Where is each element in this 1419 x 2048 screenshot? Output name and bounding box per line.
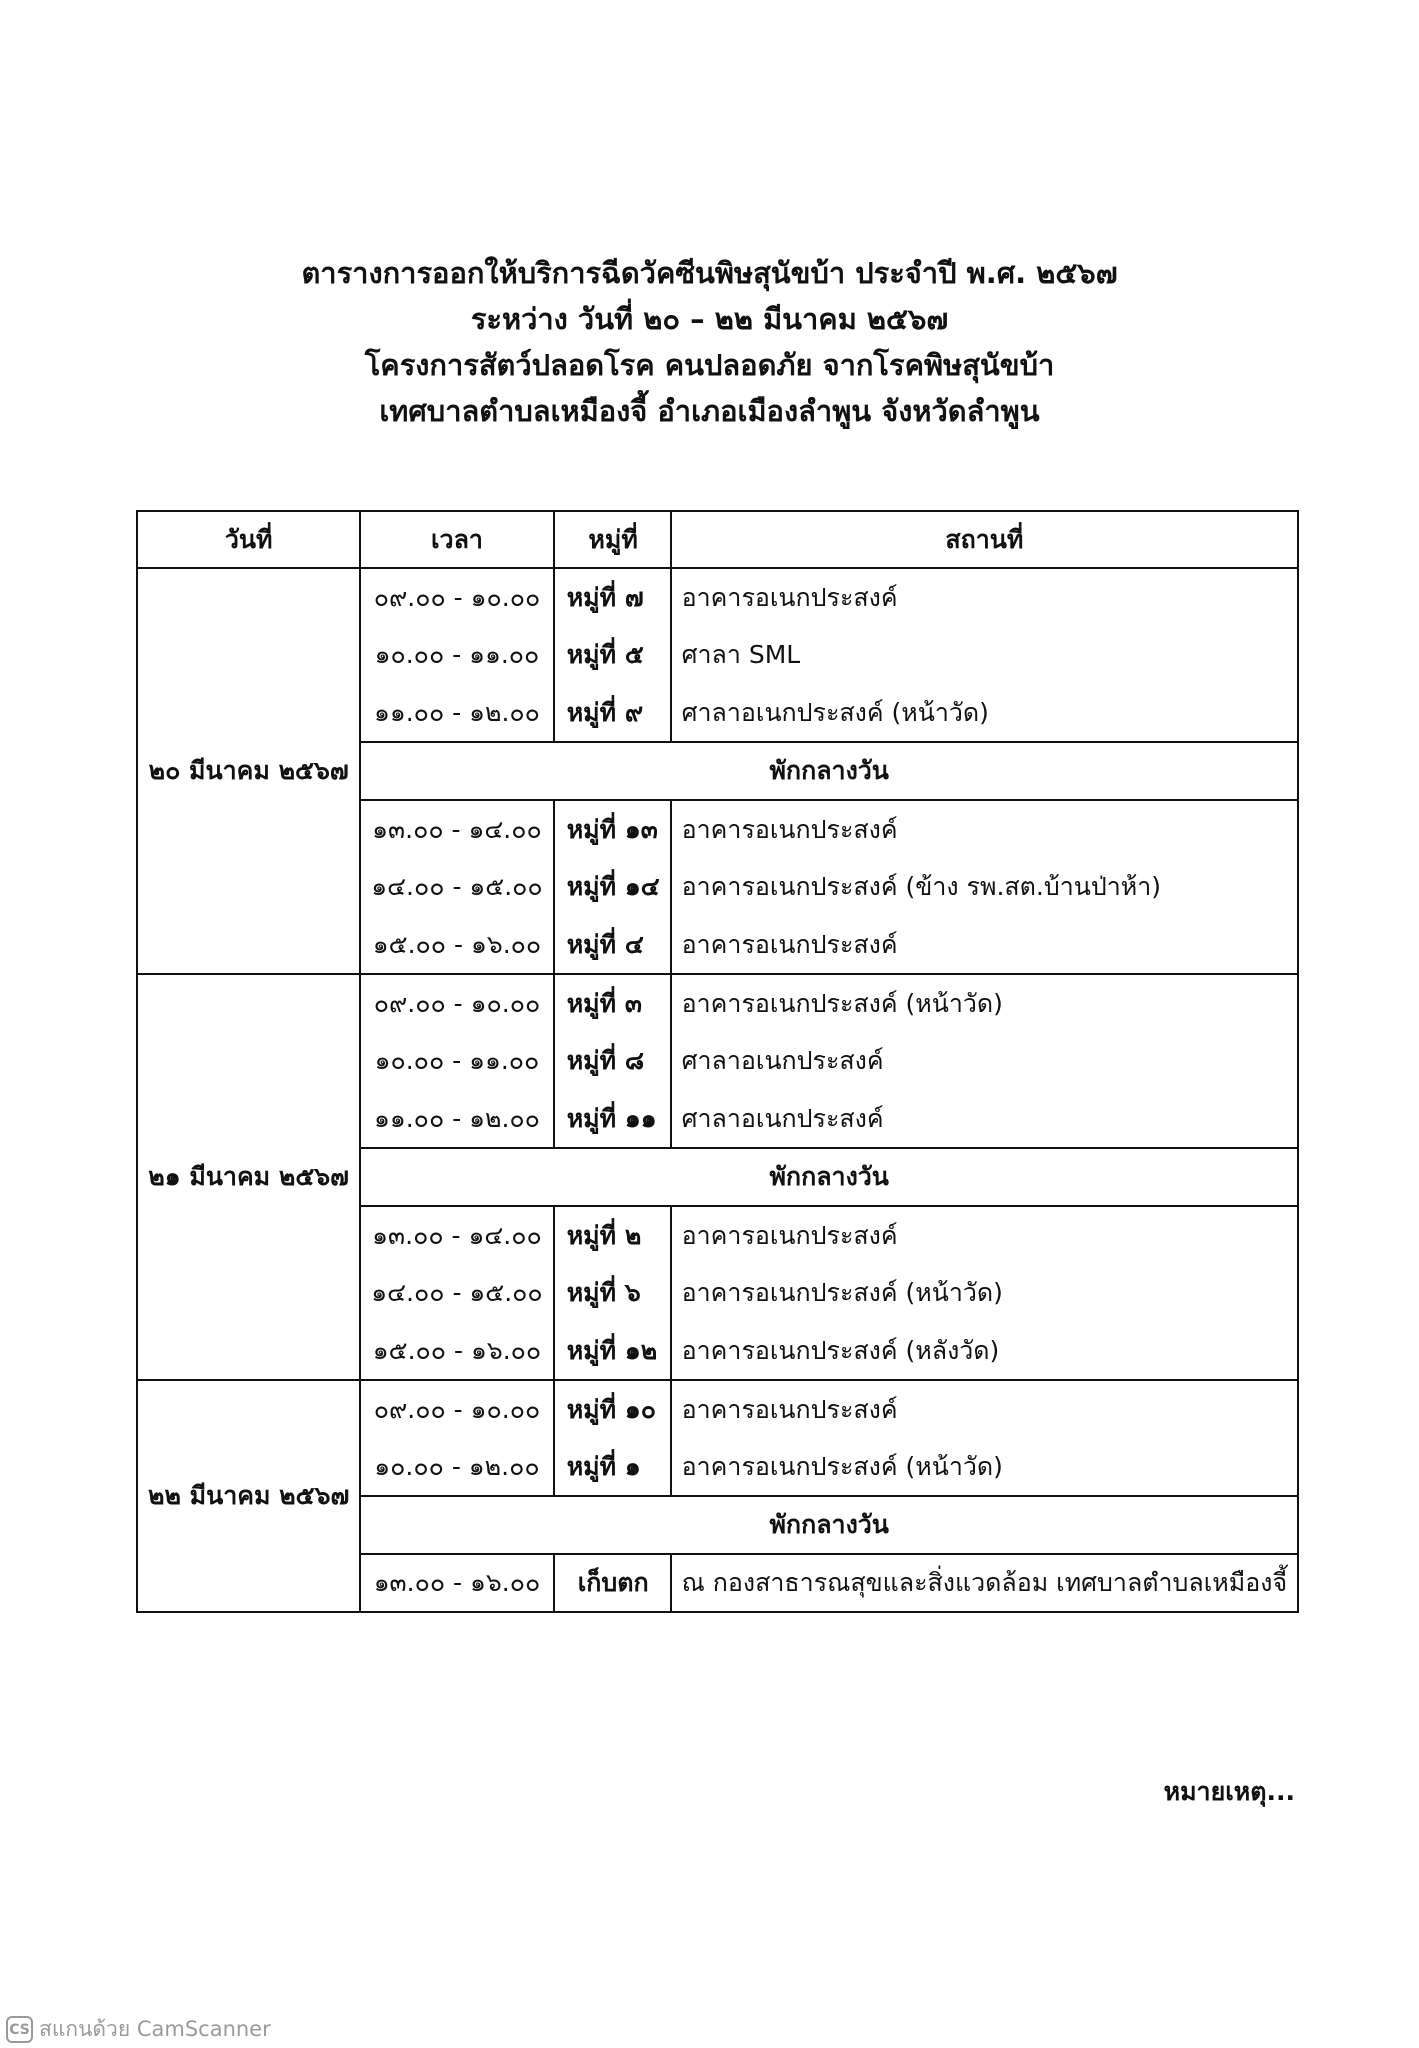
schedule-table — [136, 510, 1299, 1613]
remark-note: หมายเหตุ... — [1163, 1777, 1295, 1806]
place-cell: อาคารอเนกประสงค์ (ข้าง รพ.สต.บ้านป่าห้า) — [671, 858, 1299, 916]
village-cell: เก็บตก — [554, 1554, 671, 1612]
scanner-watermark — [6, 2013, 271, 2046]
village-cell: หมู่ที่ ๓ — [554, 974, 671, 1032]
village-cell: หมู่ที่ ๗ — [554, 568, 671, 626]
place-cell: ศาลา SML — [671, 626, 1299, 684]
lunch-break-label: พักกลางวัน — [360, 1148, 1298, 1206]
place-cell: อาคารอเนกประสงค์ — [671, 1206, 1299, 1264]
village-cell: หมู่ที่ ๕ — [554, 626, 671, 684]
time-cell: ๑๕.๐๐ - ๑๖.๐๐ — [360, 1322, 553, 1380]
place-cell: อาคารอเนกประสงค์ (หลังวัด) — [671, 1322, 1299, 1380]
time-cell: ๑๑.๐๐ - ๑๒.๐๐ — [360, 1090, 553, 1148]
header-village: หมู่ที่ — [554, 511, 671, 568]
title-line-1: ตารางการออกให้บริการฉีดวัคซีนพิษสุนัขบ้า ประจำปี พ.ศ. ๒๕๖๗ — [301, 256, 1118, 290]
time-cell: ๑๐.๐๐ - ๑๑.๐๐ — [360, 1032, 553, 1090]
place-cell: ศาลาอเนกประสงค์ — [671, 1032, 1299, 1090]
place-cell: อาคารอเนกประสงค์ (หน้าวัด) — [671, 1264, 1299, 1322]
date-cell-day2: ๒๑ มีนาคม ๒๕๖๗ — [137, 974, 360, 1380]
village-cell: หมู่ที่ ๖ — [554, 1264, 671, 1322]
table-row — [137, 568, 1298, 626]
place-cell: ศาลาอเนกประสงค์ — [671, 1090, 1299, 1148]
header-date: วันที่ — [137, 511, 360, 568]
camscanner-icon: CS — [6, 2016, 33, 2043]
date-cell-day3: ๒๒ มีนาคม ๒๕๖๗ — [137, 1380, 360, 1612]
time-cell: ๑๔.๐๐ - ๑๕.๐๐ — [360, 1264, 553, 1322]
title-line-3: โครงการสัตว์ปลอดโรค คนปลอดภัย จากโรคพิษสุนัขบ้า — [364, 348, 1055, 382]
header-time: เวลา — [360, 511, 553, 568]
place-cell: ณ กองสาธารณสุขและสิ่งแวดล้อม เทศบาลตำบลเหมืองจี้ — [671, 1554, 1299, 1612]
table-row — [137, 1380, 1298, 1438]
time-cell: ๑๓.๐๐ - ๑๖.๐๐ — [360, 1554, 553, 1612]
place-cell: อาคารอเนกประสงค์ — [671, 568, 1299, 626]
place-cell: อาคารอเนกประสงค์ (หน้าวัด) — [671, 974, 1299, 1032]
time-cell: ๑๔.๐๐ - ๑๕.๐๐ — [360, 858, 553, 916]
time-cell: ๑๐.๐๐ - ๑๒.๐๐ — [360, 1438, 553, 1496]
village-cell: หมู่ที่ ๑๐ — [554, 1380, 671, 1438]
time-cell: ๑๓.๐๐ - ๑๔.๐๐ — [360, 1206, 553, 1264]
time-cell: ๑๕.๐๐ - ๑๖.๐๐ — [360, 916, 553, 974]
village-cell: หมู่ที่ ๔ — [554, 916, 671, 974]
lunch-break-label: พักกลางวัน — [360, 1496, 1298, 1554]
table-row — [137, 974, 1298, 1032]
village-cell: หมู่ที่ ๑๓ — [554, 800, 671, 858]
time-cell: ๐๙.๐๐ - ๑๐.๐๐ — [360, 1380, 553, 1438]
time-cell: ๑๑.๐๐ - ๑๒.๐๐ — [360, 684, 553, 742]
village-cell: หมู่ที่ ๒ — [554, 1206, 671, 1264]
title-line-4: เทศบาลตำบลเหมืองจี้ อำเภอเมืองลำพูน จังหวัดลำพูน — [379, 394, 1040, 428]
title-line-2: ระหว่าง วันที่ ๒๐ – ๒๒ มีนาคม ๒๕๖๗ — [470, 302, 949, 336]
watermark-text: สแกนด้วย CamScanner — [39, 2017, 271, 2041]
village-cell: หมู่ที่ ๘ — [554, 1032, 671, 1090]
village-cell: หมู่ที่ ๙ — [554, 684, 671, 742]
village-cell: หมู่ที่ ๑๑ — [554, 1090, 671, 1148]
place-cell: ศาลาอเนกประสงค์ (หน้าวัด) — [671, 684, 1299, 742]
place-cell: อาคารอเนกประสงค์ — [671, 1380, 1299, 1438]
lunch-break-label: พักกลางวัน — [360, 742, 1298, 800]
village-cell: หมู่ที่ ๑ — [554, 1438, 671, 1496]
place-cell: อาคารอเนกประสงค์ — [671, 916, 1299, 974]
time-cell: ๐๙.๐๐ - ๑๐.๐๐ — [360, 974, 553, 1032]
village-cell: หมู่ที่ ๑๔ — [554, 858, 671, 916]
date-cell-day1: ๒๐ มีนาคม ๒๕๖๗ — [137, 568, 360, 974]
time-cell: ๑๓.๐๐ - ๑๔.๐๐ — [360, 800, 553, 858]
place-cell: อาคารอเนกประสงค์ — [671, 800, 1299, 858]
place-cell: อาคารอเนกประสงค์ (หน้าวัด) — [671, 1438, 1299, 1496]
table-header-row — [137, 511, 1298, 568]
header-place: สถานที่ — [671, 511, 1299, 568]
document-title — [0, 250, 1419, 434]
village-cell: หมู่ที่ ๑๒ — [554, 1322, 671, 1380]
time-cell: ๑๐.๐๐ - ๑๑.๐๐ — [360, 626, 553, 684]
time-cell: ๐๙.๐๐ - ๑๐.๐๐ — [360, 568, 553, 626]
